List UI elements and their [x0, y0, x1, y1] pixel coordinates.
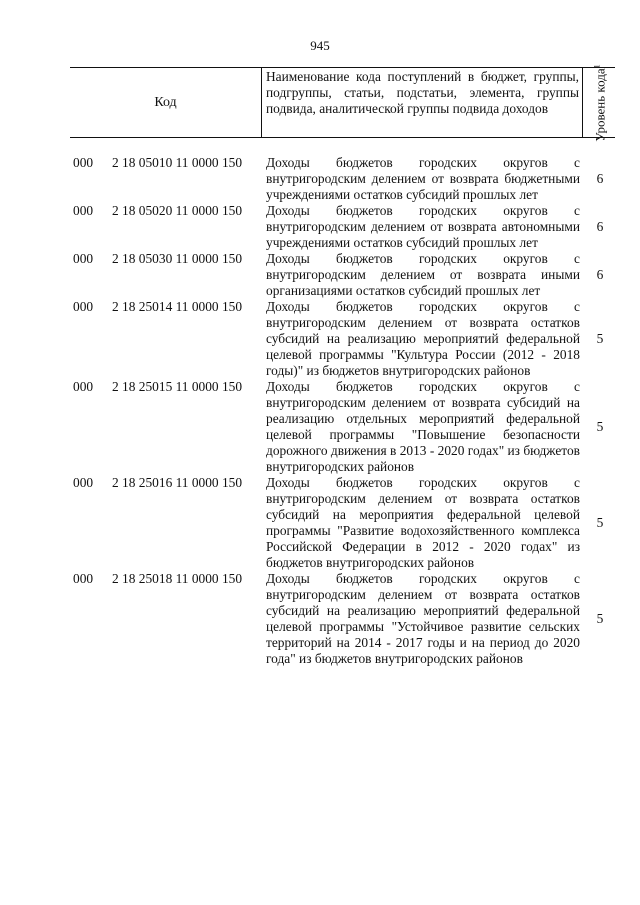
row-name: Доходы бюджетов городских округов с внутригородским делением от возврата остатков субсидий на реализацию мероприятий федеральной целевой программы "Культура России (2012 - 2018 годы)" из бюджетов внутригородских районов — [266, 299, 580, 378]
row-level: 6 — [596, 171, 604, 186]
row-name: Доходы бюджетов городских округов с внутригородским делением от возврата остатков субсидий на реализацию мероприятий федеральной целевой программы "Устойчивое развитие сельских территорий на 2014 - 2017 годы и на период до 2020 года" из бюджетов внутригородских районов — [266, 571, 580, 666]
header-level — [583, 63, 615, 142]
row-revenue-code: 2 18 05030 11 0000 150 — [112, 251, 243, 266]
row-name: Доходы бюджетов городских округов с внутригородским делением от возврата остатков субсидий на мероприятия федеральной целевой программы "Развитие водохозяйственного комплекса Российской Федерации в 2012 - 2020 годах" из бюджетов внутригородских районов — [266, 475, 580, 570]
header-level-footnote: 1 — [592, 63, 602, 68]
row-revenue-code: 2 18 25018 11 0000 150 — [112, 571, 243, 586]
row-admin-code: 000 — [73, 203, 94, 218]
row-level: 5 — [596, 419, 604, 434]
row-name: Доходы бюджетов городских округов с внутригородским делением от возврата автономными учреждениями остатков субсидий прошлых лет — [266, 203, 580, 250]
row-level: 5 — [596, 515, 604, 530]
table-row — [0, 155, 640, 203]
table-row — [0, 203, 640, 251]
row-revenue-code: 2 18 05010 11 0000 150 — [112, 155, 243, 170]
row-level: 6 — [596, 267, 604, 282]
header-code: Код — [70, 68, 262, 137]
row-revenue-code: 2 18 05020 11 0000 150 — [112, 203, 243, 218]
row-revenue-code: 2 18 25016 11 0000 150 — [112, 475, 243, 490]
row-revenue-code: 2 18 25015 11 0000 150 — [112, 379, 243, 394]
table-row — [0, 379, 640, 475]
row-revenue-code: 2 18 25014 11 0000 150 — [112, 299, 243, 314]
header-level-text — [590, 64, 607, 141]
page-number: 945 — [310, 38, 330, 53]
table-body — [0, 155, 640, 667]
row-name: Доходы бюджетов городских округов с внутригородским делением от возврата иными организациями остатков субсидий прошлых лет — [266, 251, 580, 298]
table-row — [0, 571, 640, 667]
row-admin-code: 000 — [73, 379, 94, 394]
row-level: 5 — [596, 611, 604, 626]
row-level: 6 — [596, 219, 604, 234]
table-row — [0, 475, 640, 571]
row-name: Доходы бюджетов городских округов с внутригородским делением от возврата бюджетными учреждениями остатков субсидий прошлых лет — [266, 155, 580, 202]
row-admin-code: 000 — [73, 475, 94, 490]
row-name: Доходы бюджетов городских округов с внутригородским делением от возврата субсидий на реализацию отдельных мероприятий федеральной целевой программы "Повышение безопасности дорожного движения в 2013 - 2020 годах" из бюджетов внутригородских районов — [266, 379, 580, 474]
header-level-label: Уровень кода — [592, 67, 608, 142]
row-admin-code: 000 — [73, 571, 94, 586]
table-row — [0, 251, 640, 299]
row-admin-code: 000 — [73, 251, 94, 266]
row-admin-code: 000 — [73, 299, 94, 314]
header-name: Наименование кода поступлений в бюджет, группы, подгруппы, статьи, подстатьи, элемента, группы подвида, аналитической группы подвида доходов — [262, 68, 583, 137]
row-level: 5 — [596, 331, 604, 346]
table-header — [70, 63, 615, 142]
table-row — [0, 299, 640, 379]
row-admin-code: 000 — [73, 155, 94, 170]
